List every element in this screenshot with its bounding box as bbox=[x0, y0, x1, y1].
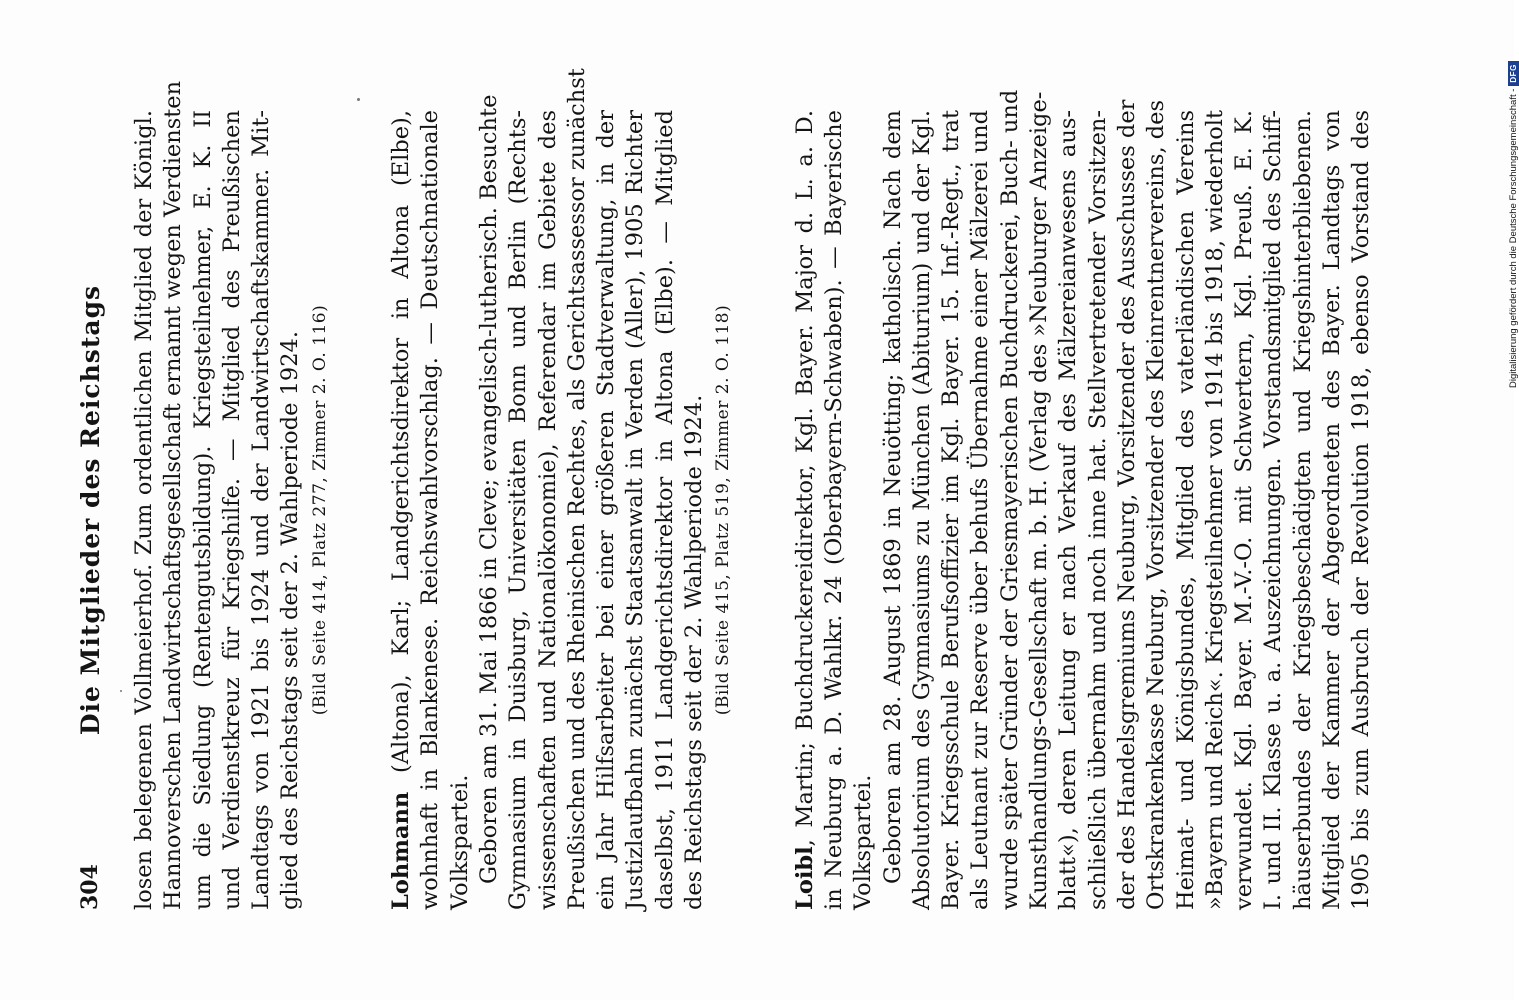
line-text: Bayer. Kriegsschule Berufsoffizier im Kgl. Bayer. 15. Inf.-Regt., trat bbox=[938, 110, 965, 910]
text-line bbox=[534, 110, 563, 910]
line-text: Hannoverschen Landwirtschaftsgesellschaft ernannt wegen Verdiensten bbox=[160, 80, 187, 910]
entry-separator bbox=[335, 110, 387, 910]
line-text: , Martin; Buchdruckereidirektor, Kgl. Bayer. Major d. L. a. D. bbox=[791, 110, 818, 847]
credit-text: Digitalisierung gefördert durch die Deutsche Forschungsgemeinschaft - bbox=[1508, 88, 1519, 388]
line-text: ein Jahr Hilfsarbeiter bei einer größeren Stadtverwaltung, in der bbox=[593, 110, 620, 910]
text-line bbox=[446, 110, 475, 910]
text-line bbox=[130, 110, 159, 910]
text-line bbox=[189, 110, 218, 910]
text-line bbox=[1084, 110, 1113, 910]
line-text: losen belegenen Vollmeierhof. Zum ordentlichen Mitglied der Königl. bbox=[131, 110, 157, 910]
line-text: Volkspartei. bbox=[446, 774, 473, 910]
line-text: Geboren am 31. Mai 1866 in Cleve; evangelisch-lutherisch. Besuchte bbox=[475, 94, 502, 884]
text-line bbox=[159, 80, 188, 910]
line-text: Absolutorium des Gymnasiums zu München (Abiturium) und der Kgl. bbox=[908, 110, 935, 910]
biography-entry-lohmann bbox=[387, 68, 739, 910]
text-line bbox=[1318, 110, 1347, 910]
line-text: Ortskrankenkasse Neuburg, Vorsitzender des Kleinrentnervereins, des bbox=[1143, 99, 1170, 910]
entry-name: Lohmann bbox=[388, 791, 415, 910]
scan-speck bbox=[120, 690, 122, 692]
text-line bbox=[1259, 110, 1288, 910]
text-line bbox=[937, 110, 966, 910]
text-line bbox=[680, 110, 709, 910]
text-line bbox=[820, 110, 849, 910]
text-line bbox=[1230, 110, 1259, 910]
line-text: um die Siedlung (Rentengutsbildung). Kriegsteilnehmer, E. K. II bbox=[189, 110, 216, 910]
text-line bbox=[504, 110, 533, 910]
line-text: häuserbundes der Kriegsbeschädigten und Kriegshinterbliebenen. bbox=[1289, 110, 1316, 910]
line-text: Gymnasium in Duisburg, Universitäten Bonn und Berlin (Rechts- bbox=[505, 110, 532, 910]
page-body bbox=[130, 68, 1377, 910]
digitization-credit bbox=[1508, 61, 1519, 388]
text-line bbox=[276, 110, 305, 910]
text-line bbox=[621, 110, 650, 910]
scan-speck bbox=[357, 98, 360, 101]
text-line bbox=[1054, 110, 1083, 910]
text-line bbox=[592, 110, 621, 910]
line-text: der des Handelsgremiums Neuburg, Vorsitzender des Ausschusses der bbox=[1113, 99, 1140, 910]
text-line bbox=[651, 110, 680, 910]
entry-separator bbox=[739, 110, 791, 910]
rotated-book-page bbox=[60, 70, 1480, 970]
line-text: wohnhaft in Blankenese. Reichswahlvorschlag. — Deutschnationale bbox=[417, 110, 444, 910]
text-line bbox=[1142, 99, 1171, 910]
line-text: Kunsthandlungs-Gesellschaft m. b. H. (Verlag des »Neuburger Anzeige- bbox=[1026, 91, 1053, 910]
entry-name: Loibl bbox=[791, 846, 818, 910]
line-text: Preußischen und des Rheinischen Rechtes, als Gerichtsassessor zunächst bbox=[563, 68, 590, 910]
line-text: Volkspartei. bbox=[850, 774, 877, 910]
text-line bbox=[1201, 110, 1230, 910]
line-text: Landtags von 1921 bis 1924 und der Landwirtschaftskammer. Mit- bbox=[248, 110, 275, 910]
text-line bbox=[966, 110, 995, 910]
running-title: Die Mitglieder des Reichstags bbox=[75, 284, 105, 736]
text-line bbox=[908, 110, 937, 910]
text-line bbox=[387, 110, 416, 910]
picture-reference: (Bild Seite 414, Platz 277, Zimmer 2. O. 116) bbox=[309, 304, 330, 716]
page-header bbox=[72, 110, 108, 910]
line-text: verwundet. Kgl. Bayer. M.-V.-O. mit Schwertern, Kgl. Preuß. E. K. bbox=[1231, 110, 1258, 910]
line-text: wissenschaften und Nationalökonomie), Referendar im Gebiete des bbox=[534, 110, 561, 910]
dfg-logo-icon: DFG bbox=[1508, 61, 1519, 85]
line-text: Mitglied der Kammer der Abgeordneten des Bayer. Landtags von bbox=[1318, 110, 1345, 910]
line-text: blatt«), deren Leitung er nach Verkauf des Mälzereianwesens aus- bbox=[1055, 110, 1082, 910]
line-text: daselbst, 1911 Landgerichtsdirektor in Altona (Elbe). — Mitglied bbox=[651, 110, 678, 910]
picture-reference: (Bild Seite 415, Platz 519, Zimmer 2. O. 118) bbox=[713, 304, 734, 716]
text-line bbox=[1113, 99, 1142, 910]
text-line bbox=[791, 110, 820, 910]
biography-entry-loibl bbox=[791, 89, 1377, 910]
text-line bbox=[475, 94, 504, 910]
text-line bbox=[1289, 110, 1318, 910]
text-line bbox=[1347, 110, 1376, 910]
text-line bbox=[247, 110, 276, 910]
line-text: »Bayern und Reich«. Kriegsteilnehmer von 1914 bis 1918, wiederholt bbox=[1201, 110, 1228, 910]
text-line bbox=[849, 110, 878, 910]
text-line bbox=[218, 110, 247, 910]
line-text: schließlich übernahm und noch inne hat. Stellvertretender Vorsitzen- bbox=[1084, 110, 1111, 910]
line-text: I. und II. Klasse u. a. Auszeichnungen. Vorstandsmitglied des Schiff- bbox=[1260, 110, 1287, 910]
line-text: (Altona), Karl; Landgerichtsdirektor in Altona (Elbe), bbox=[388, 110, 415, 792]
text-line bbox=[996, 89, 1025, 910]
line-text: glied des Reichstags seit der 2. Wahlperiode 1924. bbox=[277, 330, 304, 910]
biography-entry-continuation bbox=[130, 80, 335, 910]
line-text: als Leutnant zur Reserve über behufs Übernahme einer Mälzerei und bbox=[967, 110, 994, 910]
text-line bbox=[416, 110, 445, 910]
text-line bbox=[879, 110, 908, 910]
line-text: in Neuburg a. D. Wahlkr. 24 (Oberbayern-Schwaben). — Bayerische bbox=[820, 110, 847, 910]
text-line bbox=[1025, 91, 1054, 910]
line-text: Justizlaufbahn zunächst Staatsanwalt in Verden (Aller), 1905 Richter bbox=[622, 110, 649, 910]
line-text: Heimat- und Königsbundes, Mitglied des vaterländischen Vereins bbox=[1172, 110, 1199, 910]
line-text: wurde später Gründer der Griesmayerischen Buchdruckerei, Buch- und bbox=[996, 89, 1023, 910]
text-line bbox=[563, 68, 592, 910]
line-text: 1905 bis zum Ausbruch der Revolution 1918, ebenso Vorstand des bbox=[1348, 110, 1375, 910]
line-text: und Verdienstkreuz für Kriegshilfe. — Mitglied des Preußischen bbox=[218, 110, 245, 910]
line-text: des Reichstags seit der 2. Wahlperiode 1924. bbox=[681, 394, 708, 910]
line-text: Geboren am 28. August 1869 in Neuötting; katholisch. Nach dem bbox=[879, 110, 906, 884]
page-number: 304 bbox=[77, 864, 103, 910]
text-line bbox=[1172, 110, 1201, 910]
